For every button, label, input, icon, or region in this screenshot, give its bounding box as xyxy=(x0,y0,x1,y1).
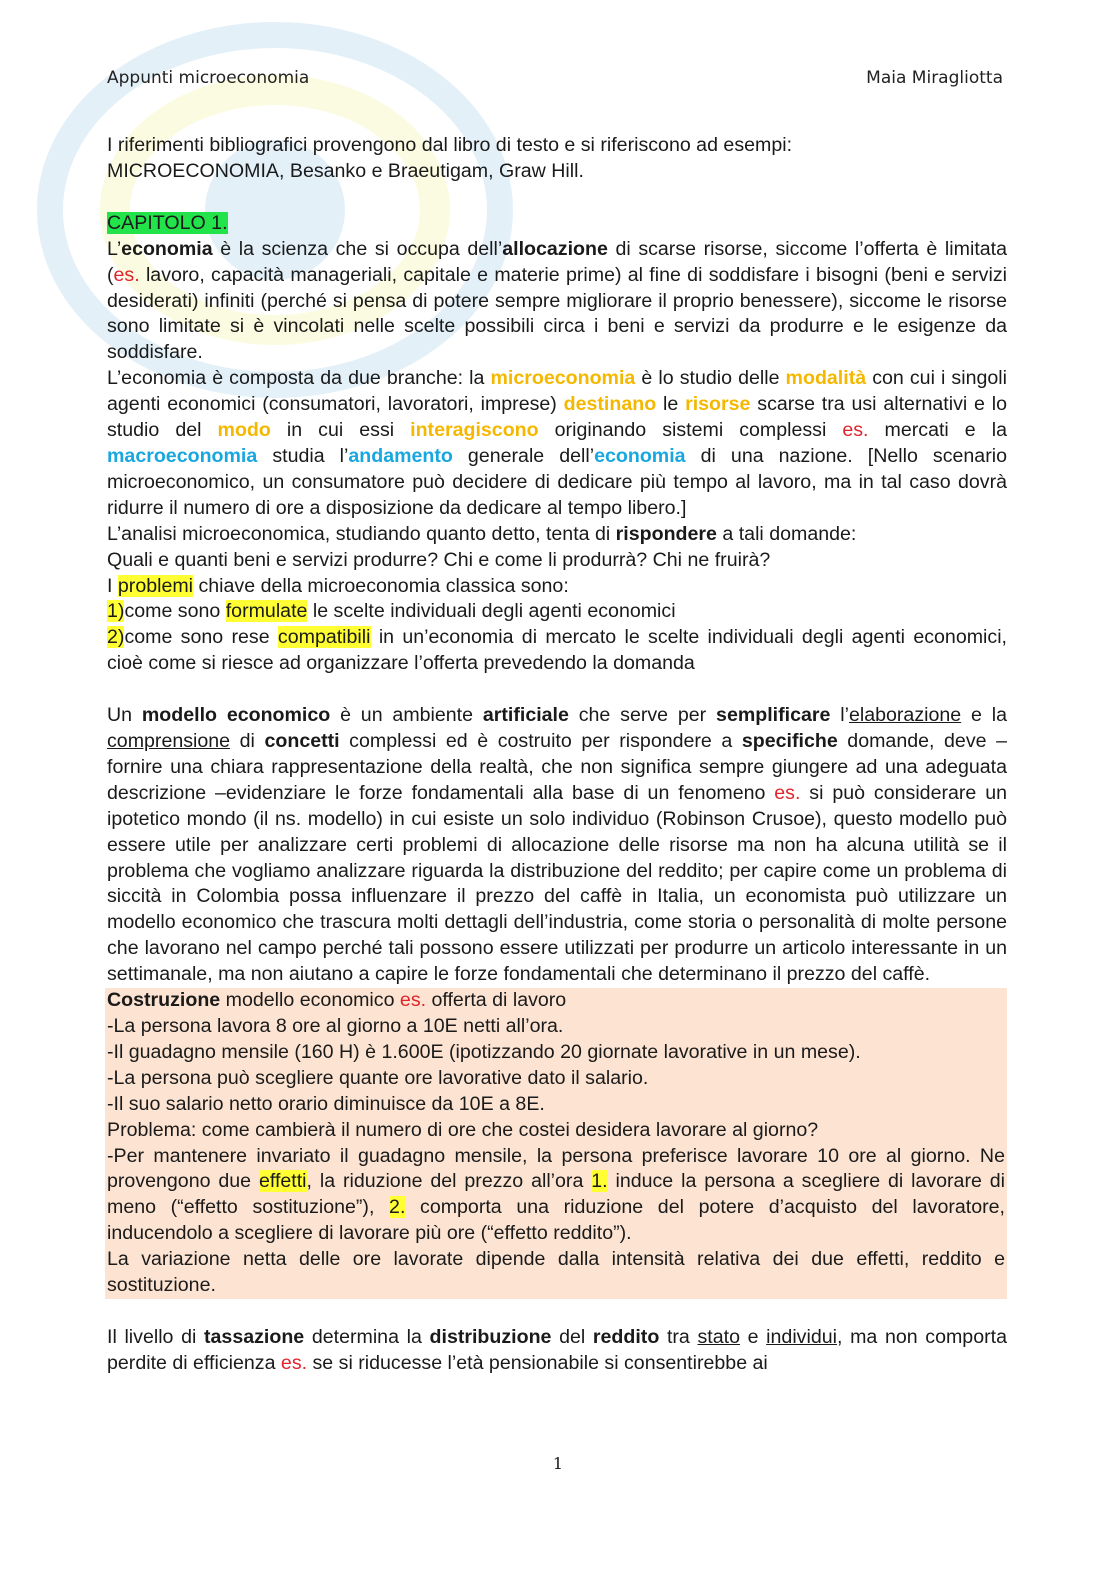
paragraph-problemi: I problemi chiave della microeconomia classica sono: xyxy=(107,574,569,597)
list-item-1: 1)come sono formulate le scelte individuali degli agenti economici xyxy=(107,600,676,623)
intro-line-2: MICROECONOMIA, Besanko e Braeutigam, Graw Hill. xyxy=(107,159,584,182)
chapter-heading: CAPITOLO 1. xyxy=(107,211,228,234)
example-box xyxy=(105,988,1007,1299)
paragraph-branche: L’economia è composta da due branche: la microeconomia è lo studio delle modalità con cui i singoli agenti economici (consumatori, lavoratori, imprese) destinano le risorse scarse tra usi alternativi e lo studio del modo in cui essi interagiscono originando sistemi complessi es. mercati e la macroeconomia studia l’andamento generale dell’economia di una nazione. [Nello scenario microeconomico, un consumatore può decidere di dedicare più tempo al lavoro, ma in tal caso dovrà ridurre il numero di ore a disposizione da dedicare al tempo libero.] xyxy=(107,367,1008,519)
paragraph-economia: L’economia è la scienza che si occupa dell’allocazione di scarse risorse, siccome l’offerta è limitata (es. lavoro, capacità manageriali, capitale e materie prime) al fine di soddisfare i bisogni (beni e servizi desiderati) infiniti (perché si pensa di potere sempre migliorare il proprio benessere), siccome le risorse sono limitate si è vincolati nelle scelte possibili circa i beni e servizi da produrre e le esigenze da soddisfare. xyxy=(107,237,1007,364)
paragraph-modello: Un modello economico è un ambiente artificiale che serve per semplificare l’elaborazione e la comprensione di concetti complessi ed è costruito per rispondere a specifiche domande, deve –fornire una chiara rappresentazione della realtà, che non significa sempre giungere ad una adeguata descrizione –evidenziare le forze fondamentali alla base di un fenomeno es. si può considerare un ipotetico mondo (il ns. modello) in cui esiste un solo individuo (Robinson Crusoe), questo modello può essere utile per analizzare certi problemi di allocazione delle risorse ma non ha alcuna utilità se il problema che vogliamo analizzare riguarda la distribuzione del reddito; per capire come un problema di siccità in Colombia possa influenzare il prezzo del caffè in Italia, un economista può utilizzare un modello economico che trascura molti dettagli dell’industria, come storia o personalità di molte persone che lavorano nel campo perché tali possono essere utilizzati per produrre un articolo interessante in un settimanale, ma non aiutano a capire le forze fondamentali che determinano il prezzo del caffè. xyxy=(107,704,1007,986)
page-body xyxy=(107,133,1007,1377)
box-line: -Per mantenere invariato il guadagno mensile, la persona preferisce lavorare 10 ore al giorno. Ne provengono due effetti, la riduzione del prezzo all’ora 1. induce la persona a scegliere di lavorare di meno (“effetto sostituzione”), 2. comporta una riduzione del potere d’acquisto del lavoratore, inducendolo a scegliere di lavorare più ore (“effetto reddito”). xyxy=(107,1144,1006,1245)
intro-line-1: I riferimenti bibliografici provengono dal libro di testo e si riferiscono ad esempi: xyxy=(107,134,793,156)
header-author: Maia Miragliotta xyxy=(866,68,1003,88)
page-number: 1 xyxy=(552,1454,564,1473)
box-line: La variazione netta delle ore lavorate dipende dalla intensità relativa dei due effetti, reddito e sostituzione. xyxy=(107,1248,1005,1297)
paragraph-domande: Quali e quanti beni e servizi produrre? Chi e come li produrrà? Chi ne fruirà? xyxy=(107,548,771,571)
header-doc-title: Appunti microeconomia xyxy=(107,68,310,88)
box-line: -La persona lavora 8 ore al giorno a 10E netti all’ora. xyxy=(107,1015,564,1037)
paragraph-tassazione: Il livello di tassazione determina la distribuzione del reddito tra stato e individui, ma non comporta perdite di efficienza es. se si riducesse l’età pensionabile si consentirebbe ai xyxy=(107,1325,1007,1374)
box-title: Costruzione modello economico es. offerta di lavoro xyxy=(107,989,567,1012)
paragraph-analisi: L’analisi microeconomica, studiando quanto detto, tenta di rispondere a tali domande: xyxy=(107,522,857,545)
box-line: Problema: come cambierà il numero di ore che costei desidera lavorare al giorno? xyxy=(107,1118,819,1141)
box-line: -Il suo salario netto orario diminuisce da 10E a 8E. xyxy=(107,1092,545,1115)
box-line: -La persona può scegliere quante ore lavorative dato il salario. xyxy=(107,1066,649,1089)
list-item-2: 2)come sono rese compatibili in un’economia di mercato le scelte individuali degli agenti economici, cioè come si riesce ad organizzare l’offerta prevedendo la domanda xyxy=(107,626,1007,675)
box-line: -Il guadagno mensile (160 H) è 1.600E (ipotizzando 20 giornate lavorative in un mese). xyxy=(107,1040,861,1063)
